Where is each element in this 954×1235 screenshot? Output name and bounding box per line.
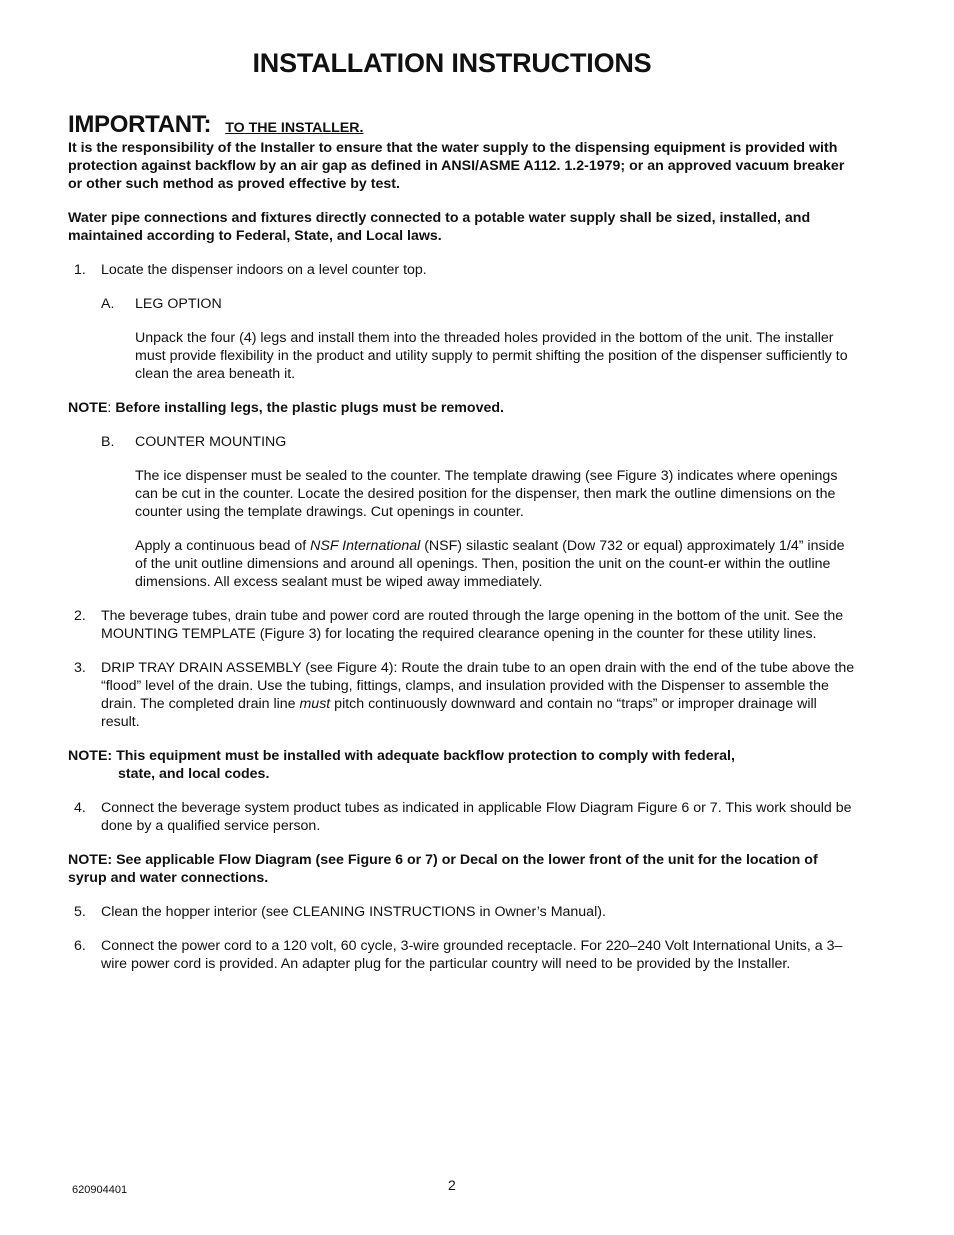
step-3 (68, 659, 858, 731)
step-6 (68, 937, 858, 973)
step-number: 6. (74, 938, 86, 954)
step-text: Locate the dispenser indoors on a level counter top. (101, 262, 427, 278)
note-plastic-plugs (68, 399, 858, 417)
note-separator: : (107, 400, 116, 416)
step-number: 3. (74, 660, 86, 676)
step-5 (68, 903, 858, 921)
note-flow-diagram: NOTE: See applicable Flow Diagram (see Figure 6 or 7) or Decal on the lower front of the unit for the location of syrup and water connections. (68, 852, 818, 886)
step-text: Connect the power cord to a 120 volt, 60 cycle, 3-wire grounded receptacle. For 220–240 Volt International Units, a 3–wire power cord is provided. An adapter plug for the particular country will need to be provided by the Installer. (101, 938, 843, 972)
step-number: 1. (74, 262, 86, 278)
step-1 (68, 261, 858, 279)
substep-a-heading (68, 295, 858, 313)
step-text: Clean the hopper interior (see CLEANING INSTRUCTIONS in Owner’s Manual). (101, 904, 606, 920)
important-heading (68, 111, 858, 138)
substep-letter: B. (101, 434, 115, 450)
page-title: INSTALLATION INSTRUCTIONS (252, 48, 652, 78)
important-to-installer: TO THE INSTALLER. (225, 120, 364, 136)
step-4 (68, 799, 858, 835)
note-line-2: state, and local codes. (118, 766, 270, 782)
counter-mounting-paragraph-2 (68, 537, 858, 591)
document-body (68, 111, 858, 989)
document-code: 620904401 (72, 1184, 128, 1196)
water-pipe-paragraph: Water pipe connections and fixtures directly connected to a potable water supply shall be sized, installed, and maintained according to Federal, State, and Local laws. (68, 210, 811, 244)
note-line-1: NOTE: This equipment must be installed with adequate backflow protection to comply with federal, (68, 748, 735, 764)
sealant-text-post: (NSF) silastic sealant (Dow 732 or equal) approximately 1/4” inside of the unit outline dimensions and around all openings. Then, position the unit on the count-er within the outline dimensions. All excess sealant must be wiped away immediately. (135, 538, 845, 590)
step-text-post: pitch continuously downward and contain no “traps” or improper drainage will result. (101, 696, 817, 730)
step-number: 2. (74, 608, 86, 624)
step-text: The beverage tubes, drain tube and power cord are routed through the large opening in the bottom of the unit. See the MOUNTING TEMPLATE (Figure 3) for locating the required clearance opening in the counter for these utility lines. (101, 608, 844, 642)
step-text: Connect the beverage system product tubes as indicated in applicable Flow Diagram Figure 6 or 7. This work should be done by a qualified service person. (101, 800, 852, 834)
page-number: 2 (448, 1177, 456, 1193)
sealant-text-pre: Apply a continuous bead of (135, 538, 311, 554)
note-backflow-protection (68, 747, 858, 783)
must-italic: must (299, 696, 331, 712)
substep-title: COUNTER MOUNTING (135, 434, 287, 450)
substep-title: LEG OPTION (135, 296, 222, 312)
important-label: IMPORTANT: (68, 111, 212, 138)
step-text-pre: DRIP TRAY DRAIN ASSEMBLY (see Figure 4): Route the drain tube to an open drain with the end of the tube above the “flood” level of the drain. Use the tubing, fittings, clamps, and insulation provided with the Dispenser to assemble the drain. The completed drain line (101, 660, 855, 712)
substep-letter: A. (101, 296, 115, 312)
nsf-international-italic: NSF International (310, 538, 421, 554)
leg-option-paragraph: Unpack the four (4) legs and install them into the threaded holes provided in the bottom of the unit. The installer must provide flexibility in the product and utility supply to permit shifting the position of the dispenser sufficiently to clean the area beneath it. (135, 330, 848, 382)
step-number: 4. (74, 800, 86, 816)
backflow-responsibility-paragraph: It is the responsibility of the Installer to ensure that the water supply to the dispensing equipment is provided with protection against backflow by an air gap as defined in ANSI/ASME A112. 1.2-1979; or an approved vacuum breaker or other such method as proved effective by test. (68, 140, 845, 192)
counter-mounting-paragraph-1: The ice dispenser must be sealed to the counter. The template drawing (see Figure 3) indicates where openings can be cut in the counter. Locate the desired position for the dispenser, then mark the outline dimensions on the counter using the template drawings. Cut openings in counter. (135, 468, 838, 520)
step-2 (68, 607, 858, 643)
step-number: 5. (74, 904, 86, 920)
note-label: NOTE (68, 400, 108, 416)
substep-b-heading (68, 433, 858, 451)
note-text: Before installing legs, the plastic plugs must be removed. (115, 400, 504, 416)
